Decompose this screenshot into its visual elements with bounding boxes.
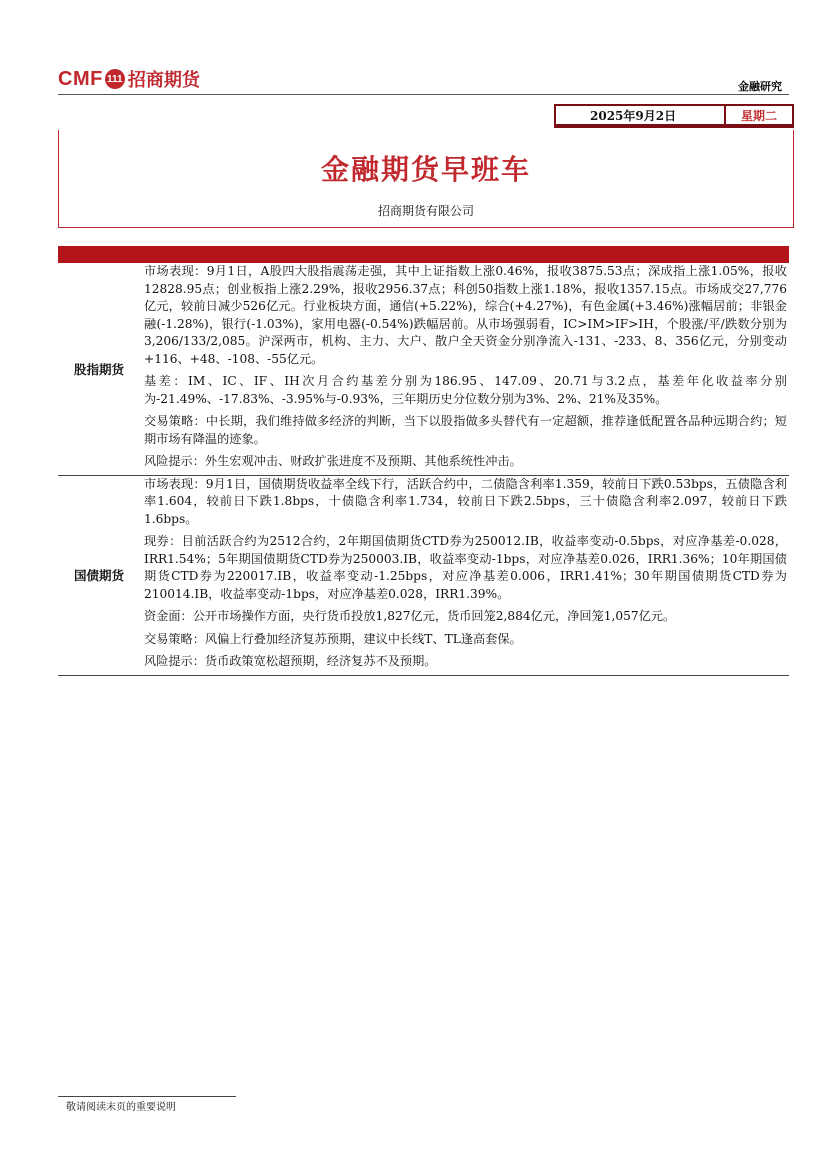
logo-badge-icon: 111 xyxy=(105,69,125,89)
table-row-treasury xyxy=(58,475,789,675)
paragraph: 风险提示：货币政策宽松超预期，经济复苏不及预期。 xyxy=(144,654,437,668)
footer-note: 敬请阅读末页的重要说明 xyxy=(66,1102,176,1113)
title-box xyxy=(58,130,794,228)
category-content xyxy=(140,263,789,475)
section-label: 金融研究 xyxy=(738,80,782,93)
header-divider xyxy=(58,94,789,95)
footer-divider xyxy=(58,1096,236,1097)
category-label: 国债期货 xyxy=(58,475,140,675)
report-date: 2025年9月2日 xyxy=(554,104,726,128)
paragraph: 市场表现：9月1日，A股四大股指震荡走强，其中上证指数上涨0.46%，报收3875.53点；深成指上涨1.05%，报收12828.95点；创业板指上涨2.29%，报收2956.37点；科创50指数上涨1.18%，报收1357.15点。市场成交27,776亿元，较前日减少526亿元。行业板块方面，通信(+5.22%)，综合(+4.27%)，有色金属(+3.46%)涨幅居前；非银金融(-1.28%)，银行(-1.03%)，家用电器(-0.54%)跌幅居前。从市场强弱看，IC>IM>IF>IH，个股涨/平/跌数分别为3,206/133/2,085。沪深两市，机构、主力、大户、散户全天资金分别净流入-131、-233、8、356亿元，分别变动+116、+48、-108、-55亿元。 xyxy=(144,264,787,366)
logo-latin-text: CMF xyxy=(58,67,103,90)
date-bar xyxy=(554,104,794,128)
company-logo xyxy=(58,66,200,92)
paragraph: 风险提示：外生宏观冲击、财政扩张进度不及预期、其他系统性冲击。 xyxy=(144,454,522,468)
content-table xyxy=(58,263,789,676)
logo-chinese-text: 招商期货 xyxy=(127,70,200,91)
paragraph: 交易策略：中长期，我们维持做多经济的判断，当下以股指做多头替代有一定超额，推荐逢低配置各品种远期合约；短期市场有降温的迹象。 xyxy=(144,414,787,446)
paragraph: 交易策略：风偏上行叠加经济复苏预期，建议中长线T、TL逢高套保。 xyxy=(144,631,522,646)
paragraph: 市场表现：9月1日，国债期货收益率全线下行，活跃合约中，二债隐含利率1.359，较前日下跌0.53bps，五债隐含利率1.604，较前日下跌1.8bps，十债隐含利率1.734，较前日下跌2.5bps，三十债隐含利率2.097，较前日下跌1.6bps。 xyxy=(144,476,787,526)
page-title: 金融期货早班车 xyxy=(320,153,531,186)
report-weekday: 星期二 xyxy=(726,104,794,128)
table-row-stock-index xyxy=(58,263,789,475)
table-header-band xyxy=(58,246,789,263)
paragraph: 基差：IM、IC、IF、IH次月合约基差分别为186.95、147.09、20.71与3.2点，基差年化收益率分别为-21.49%、-17.83%、-3.95%与-0.93%，三年期历史分位数分别为3%、2%、21%及35%。 xyxy=(144,374,787,406)
category-label: 股指期货 xyxy=(73,361,124,377)
company-name: 招商期货有限公司 xyxy=(377,204,474,218)
paragraph: 资金面：公开市场操作方面，央行货币投放1,827亿元，货币回笼2,884亿元，净回笼1,057亿元。 xyxy=(144,609,676,623)
paragraph: 现券：目前活跃合约为2512合约，2年期国债期货CTD券为250012.IB，收益率变动-0.5bps，对应净基差-0.028，IRR1.54%；5年期国债期货CTD券为250003.IB，收益率变动-1bps，对应净基差0.026，IRR1.36%；10年期国债期货CTD券为220017.IB，收益率变动-1.25bps，对应净基差0.006，IRR1.41%；30年期国债期货CTD券为210014.IB，收益率变动-1bps，对应净基差0.028，IRR1.39%。 xyxy=(144,534,787,601)
category-content xyxy=(140,475,789,675)
